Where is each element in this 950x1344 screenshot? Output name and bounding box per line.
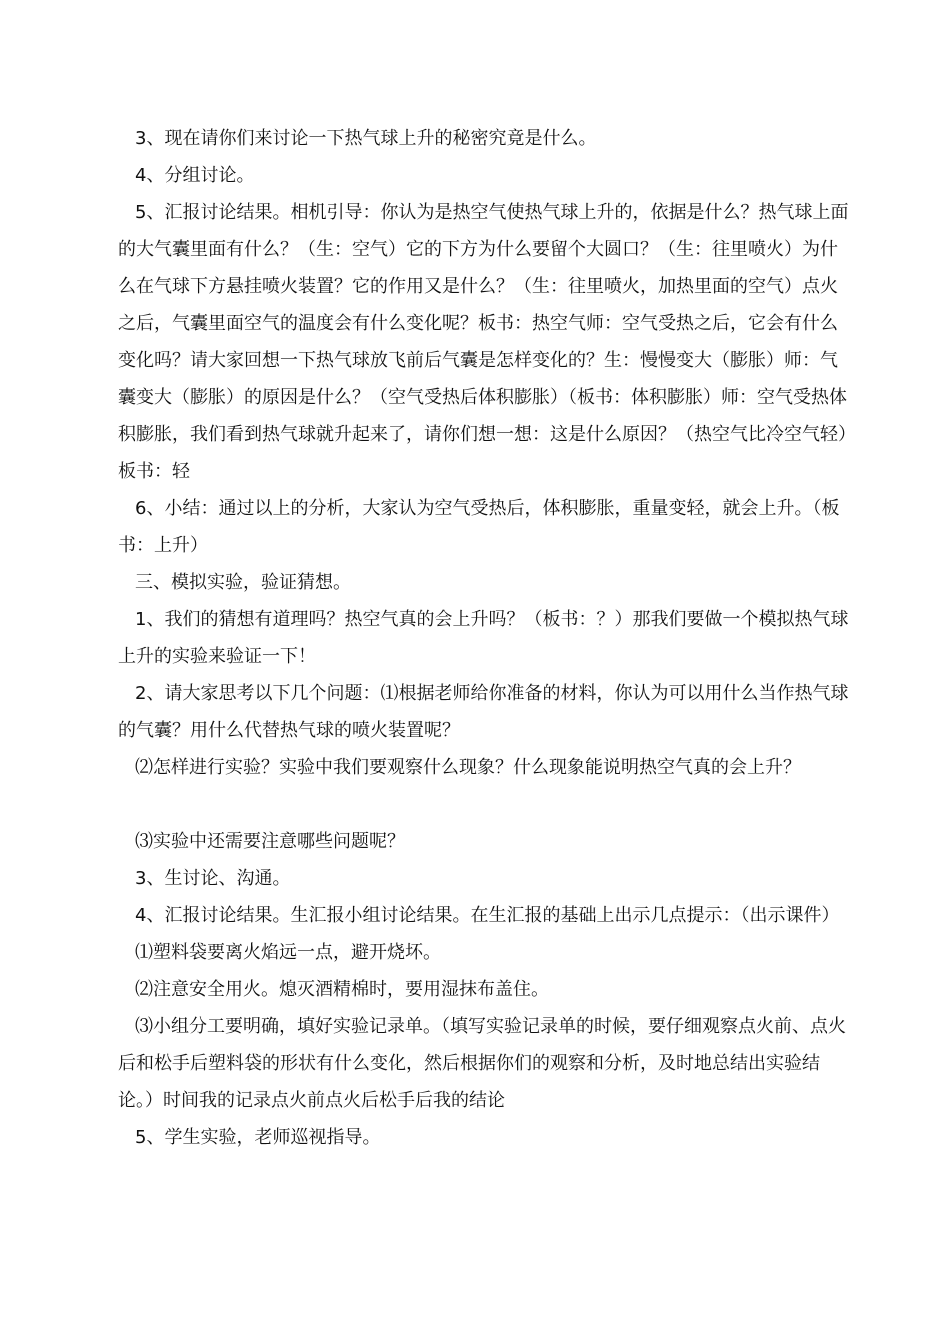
paragraph-sim-step-3: 3、生讨论、沟通。 xyxy=(135,868,291,889)
paragraph-sim-step-2-item-3: ⑶实验中还需要注意哪些问题呢？ xyxy=(135,831,405,852)
paragraph-step-5-report: 5、汇报讨论结果。相机引导：你认为是热空气使热气球上升的，依据是什么？热气球上面的大气囊里面有什么？（生：空气）它的下方为什么要留个大圆口？（生：往里喷火）为什么在气球下方悬挂喷火装置？它的作用又是什么？（生：往里喷火，加热里面的空气）点火之后，气囊里面空气的温度会有什么变化呢？板书：热空气师：空气受热之后，它会有什么变化吗？请大家回想一下热气球放飞前后气囊是怎样变化的？生：慢慢变大（膨胀）师：气囊变大（膨胀）的原因是什么？（空气受热后体积膨胀）（板书：体积膨胀）师：空气受热体积膨胀，我们看到热气球就升起来了，请你们想一想：这是什么原因？（热空气比冷空气轻）板书：轻 xyxy=(118,202,849,482)
paragraph-sim-step-2-item-2: ⑵怎样进行实验？实验中我们要观察什么现象？什么现象能说明热空气真的会上升？ xyxy=(135,757,801,778)
paragraph-step-6-summary: 6、小结：通过以上的分析，大家认为空气受热后，体积膨胀，重量变轻，就会上升。（板书：上升） xyxy=(118,498,840,556)
section-heading-simulation: 三、模拟实验，验证猜想。 xyxy=(135,572,351,593)
blank-line xyxy=(118,786,854,823)
tip-item-3: ⑶小组分工要明确，填好实验记录单。（填写实验记录单的时候，要仔细观察点火前、点火后和松手后塑料袋的形状有什么变化，然后根据你们的观察和分析，及时地总结出实验结论。）时间我的记录点火前点火后松手后我的结论 xyxy=(118,1016,846,1111)
paragraph-step-4-group: 4、分组讨论。 xyxy=(135,165,255,186)
tip-item-1: ⑴塑料袋要离火焰远一点，避开烧坏。 xyxy=(135,942,441,963)
document-page xyxy=(118,120,854,1156)
paragraph-step-3-discuss: 3、现在请你们来讨论一下热气球上升的秘密究竟是什么。 xyxy=(135,128,597,149)
paragraph-sim-step-1: 1、我们的猜想有道理吗？热空气真的会上升吗？（板书：？）那我们要做一个模拟热气球上升的实验来验证一下！ xyxy=(118,609,849,667)
paragraph-sim-step-5: 5、学生实验，老师巡视指导。 xyxy=(135,1127,381,1148)
paragraph-sim-step-4: 4、汇报讨论结果。生汇报小组讨论结果。在生汇报的基础上出示几点提示：（出示课件） xyxy=(135,905,840,926)
paragraph-sim-step-2: 2、请大家思考以下几个问题：⑴根据老师给你准备的材料，你认为可以用什么当作热气球的气囊？用什么代替热气球的喷火装置呢？ xyxy=(118,683,849,741)
tip-item-2: ⑵注意安全用火。熄灭酒精棉时，要用湿抹布盖住。 xyxy=(135,979,549,1000)
